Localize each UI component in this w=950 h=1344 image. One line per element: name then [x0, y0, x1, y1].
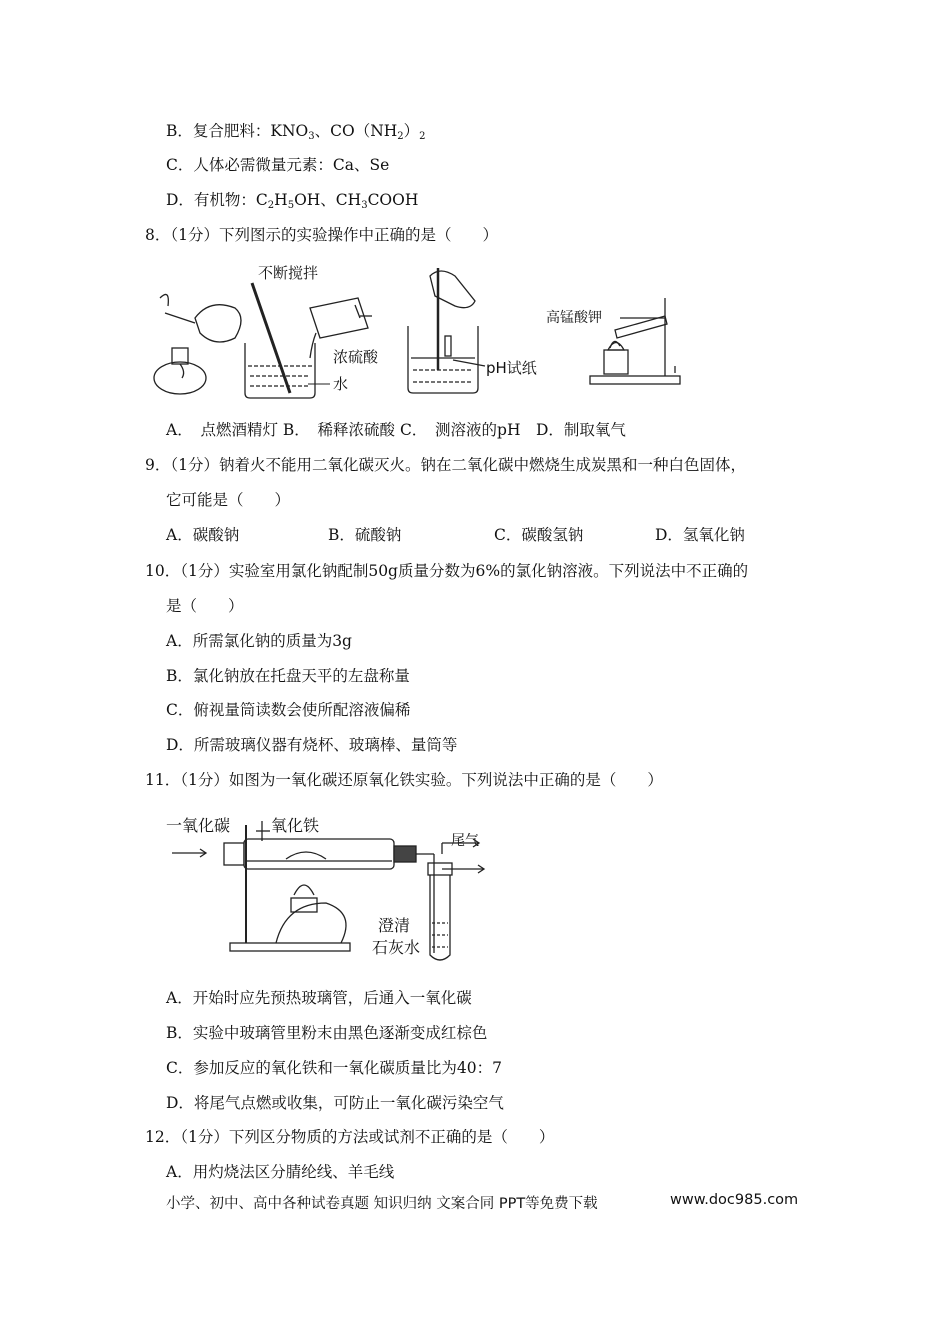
q9-option-d: D．氢氧化钠 — [655, 526, 745, 544]
q9-stem-line2: 它可能是（ ） — [166, 491, 291, 509]
q10-option-d: D．所需玻璃仪器有烧杯、玻璃棒、量筒等 — [166, 736, 458, 754]
q10-stem-line1: 10．（1分）实验室用氯化钠配制50g质量分数为6%的氯化钠溶液。下列说法中不正确的 — [145, 562, 749, 580]
q7-d-text: H — [274, 191, 288, 209]
label-fe2o3: 氧化铁 — [271, 816, 320, 835]
oxygen-prep-illustration — [590, 298, 680, 384]
label-tail-gas: 尾气 — [451, 833, 479, 849]
subscript: 2 — [267, 200, 275, 211]
q7-option-c: C．人体必需微量元素：Ca、Se — [166, 156, 390, 174]
q8-options: A． 点燃酒精灯 B． 稀释浓硫酸 C． 测溶液的pH D．制取氧气 — [166, 421, 626, 439]
q10-option-b: B．氯化钠放在托盘天平的左盘称量 — [166, 667, 410, 685]
q10-option-a: A．所需氯化钠的质量为3g — [166, 632, 352, 650]
q11-option-c: C．参加反应的氧化铁和一氧化碳质量比为40：7 — [166, 1059, 502, 1077]
q7-b-text: 、CO（NH — [314, 122, 398, 140]
q8-figure — [150, 258, 690, 404]
q12-stem: 12．（1分）下列区分物质的方法或试剂不正确的是（ ） — [145, 1128, 555, 1146]
label-water: 水 — [333, 375, 349, 393]
label-ph-paper: pH试纸 — [486, 359, 537, 377]
co-reduction-apparatus — [172, 821, 484, 960]
label-conc-acid: 浓硫酸 — [333, 348, 379, 366]
q9-stem-line1: 9．（1分）钠着火不能用二氧化碳灭火。钠在二氧化碳中燃烧生成炭黑和一种白色固体， — [145, 456, 746, 474]
q11-option-a: A．开始时应先预热玻璃管，后通入一氧化碳 — [166, 989, 472, 1007]
q11-figure — [166, 803, 496, 973]
q7-d-text: COOH — [367, 191, 419, 209]
label-kmno4: 高锰酸钾 — [546, 310, 602, 326]
alcohol-lamp-illustration — [154, 294, 241, 394]
label-co: 一氧化碳 — [166, 816, 231, 835]
footer-url[interactable]: www.doc985.com — [670, 1192, 799, 1208]
subscript: 5 — [287, 200, 295, 211]
q12-option-a: A．用灼烧法区分腈纶线、羊毛线 — [166, 1163, 395, 1181]
q9-option-b: B．硫酸钠 — [328, 526, 402, 544]
q10-stem-line2: 是（ ） — [166, 597, 244, 615]
q7-d-text: D．有机物：C — [166, 191, 268, 209]
q7-d-text: OH、CH — [294, 191, 362, 209]
q7-b-text: ） — [403, 122, 420, 140]
q11-stem: 11．（1分）如图为一氧化碳还原氧化铁实验。下列说法中正确的是（ ） — [145, 771, 663, 789]
label-lime-water-2: 石灰水 — [372, 938, 421, 957]
q7-option-b — [166, 121, 426, 147]
ph-test-illustration — [408, 268, 485, 393]
subscript: 3 — [308, 131, 315, 142]
subscript: 2 — [397, 131, 404, 142]
q9-option-c: C．碳酸氢钠 — [494, 526, 584, 544]
subscript: 2 — [419, 131, 426, 142]
q7-b-text: B．复合肥料：KNO — [166, 122, 309, 140]
label-lime-water-1: 澄清 — [378, 916, 411, 935]
q11-option-d: D．将尾气点燃或收集，可防止一氧化碳污染空气 — [166, 1094, 504, 1112]
footer-text: 小学、初中、高中各种试卷真题 知识归纳 文案合同 PPT等免费下载 — [166, 1196, 598, 1212]
page-footer — [166, 1192, 799, 1213]
dilute-acid-illustration — [245, 283, 372, 398]
q10-option-c: C．俯视量筒读数会使所配溶液偏稀 — [166, 701, 411, 719]
q9-option-a: A．碳酸钠 — [166, 526, 240, 544]
subscript: 3 — [361, 200, 368, 211]
label-stir: 不断搅拌 — [258, 264, 319, 282]
q8-stem: 8．（1分）下列图示的实验操作中正确的是（ ） — [145, 226, 498, 244]
q11-option-b: B．实验中玻璃管里粉末由黑色逐渐变成红棕色 — [166, 1024, 488, 1042]
q7-option-d — [166, 190, 418, 216]
